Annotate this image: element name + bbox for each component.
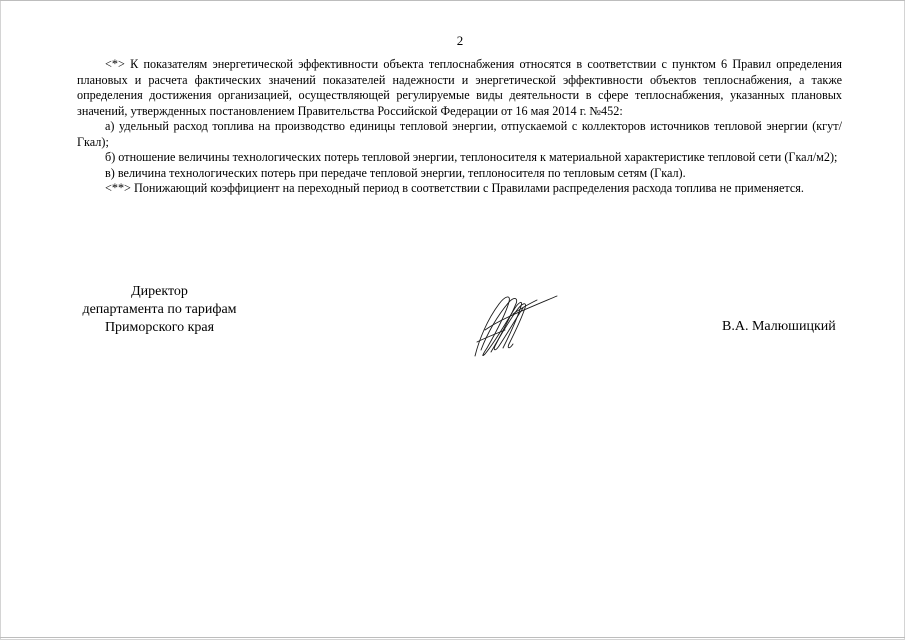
footnote-reduction-coefficient: <**> Понижающий коэффициент на переходный период в соответствии с Правилами распределения расхода топлива не применяется. (105, 181, 804, 195)
footnotes-block (77, 57, 842, 197)
item-c-technological-losses: в) величина технологических потерь при передаче тепловой энергии, теплоносителя по тепловым сетям (Гкал). (105, 165, 686, 180)
footnote-energy-efficiency: <*> К показателям энергетической эффективности объекта теплоснабжения относятся в соответствии с пунктом 6 Правил определения плановых и расчета фактических значений показателей надежности и энергетической эффективности объектов теплоснабжения, а также определения достижения организацией, осуществляющей регулируемые виды деятельности в сфере теплоснабжения, указанных плановых значений, утвержденных постановлением Правительства Российской Федерации от 16 мая 2014 г. №452: (77, 57, 842, 118)
signer-name: В.А. Малюшицкий (722, 319, 836, 334)
signatory-title-line-3: Приморского края (104, 320, 215, 335)
handwritten-signature (465, 290, 561, 362)
signatory-title-line-2: департамента по тарифам (82, 302, 237, 317)
scan-artifact-bottom (0, 637, 905, 638)
item-b-loss-ratio: б) отношение величины технологических потерь тепловой энергии, теплоносителя к материальной характеристике тепловой сети (Гкал/м2); (105, 150, 838, 164)
item-a-fuel-consumption: а) удельный расход топлива на производство единицы тепловой энергии, отпускаемой с коллекторов источников тепловой энергии (кгут/Гкал); (77, 119, 842, 149)
page-number: 2 (456, 33, 464, 48)
signatory-title (72, 283, 247, 337)
scan-artifact-top (0, 0, 905, 1)
signatory-title-line-1: Директор (131, 284, 188, 299)
